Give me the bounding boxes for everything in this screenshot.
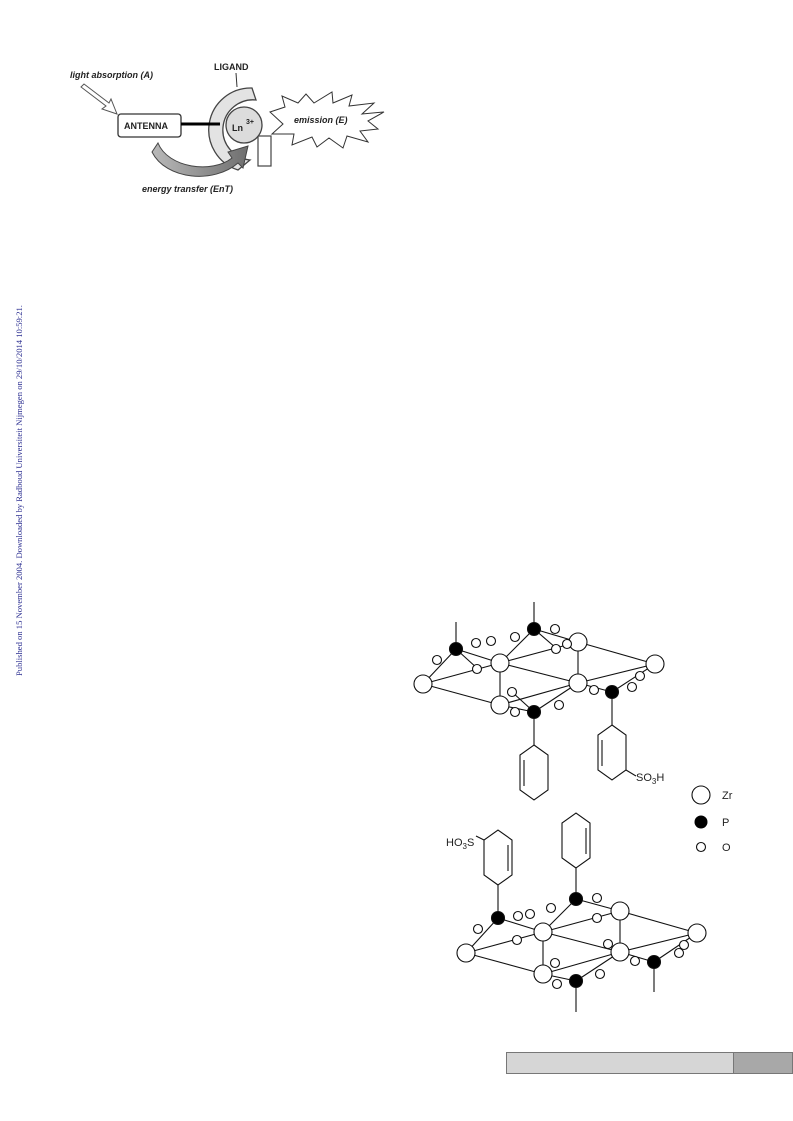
antenna-label: ANTENNA (124, 121, 168, 131)
downloaded-text: Downloaded by Radboud Universiteit Nijmegen on 29/10/2014 10:59:21. (14, 305, 24, 559)
legend-o-symbol (697, 843, 706, 852)
so3h-label: $SO_3H$ (636, 772, 665, 786)
lower-layer (457, 813, 706, 1012)
ln-ion-charge: 3+ (246, 119, 254, 126)
published-text: Published on 15 November 2004. (14, 560, 24, 676)
legend-zr-label: Zr (722, 790, 733, 802)
legend-p-symbol (695, 816, 708, 829)
legend-p-label: P (722, 817, 730, 829)
footer-bar-end (733, 1052, 793, 1074)
legend (692, 786, 733, 854)
legend-zr-symbol (692, 786, 710, 804)
energy-transfer-label: energy transfer (EnT) (142, 184, 234, 194)
ligand-label: LIGAND (214, 62, 249, 72)
legend-o-label: O (722, 842, 731, 854)
light-absorption-label: light absorption (A) (70, 70, 153, 80)
ln-ion-label: Ln (232, 123, 243, 133)
emission-label: emission (E) (294, 115, 348, 125)
ho3s-label: $HO_3S$ (446, 837, 475, 851)
upper-layer (414, 602, 664, 800)
